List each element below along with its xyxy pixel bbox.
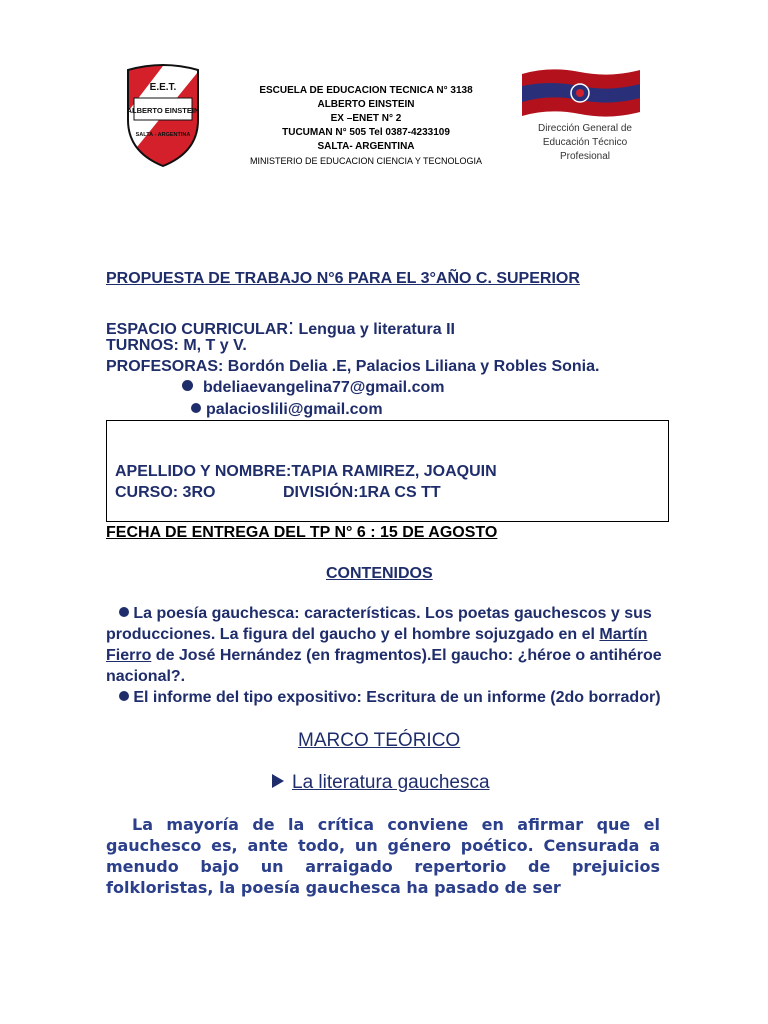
student-course: CURSO: 3RO — [115, 484, 216, 501]
theory-heading: MARCO TEÓRICO — [298, 730, 461, 751]
email-item — [191, 401, 383, 419]
contents-text: La poesía gauchesca: características. Los poetas gauchescos y sus producciones. La figura del gaucho y el hombre sojuzgado en el — [106, 605, 652, 643]
curricular-colon: : — [287, 314, 295, 339]
email-link[interactable]: palacioslili@gmail.com — [206, 401, 383, 418]
contents-item — [106, 687, 662, 708]
flag-icon — [520, 66, 642, 120]
contents-list — [106, 603, 662, 708]
bullet-icon — [191, 403, 201, 413]
shield-icon — [120, 62, 206, 168]
student-name: APELLIDO Y NOMBRE:TAPIA RAMIREZ, JOAQUIN — [115, 463, 497, 480]
directorate-line: Dirección General de — [538, 123, 632, 134]
shifts-line: TURNOS: M, T y V. — [106, 337, 247, 354]
contents-text: El informe del tipo expositivo: Escritura de un informe (2do borrador) — [133, 689, 661, 706]
teachers-line: PROFESORAS: Bordón Delia .E, Palacios Liliana y Robles Sonia. — [106, 358, 600, 375]
contents-item — [106, 603, 662, 687]
section-heading-text: La literatura gauchesca — [292, 772, 490, 793]
arrow-bullet-icon — [272, 774, 284, 788]
directorate-line: Profesional — [559, 151, 611, 162]
directorate-text — [520, 122, 650, 164]
ministry-line: MINISTERIO DE EDUCACION CIENCIA Y TECNOLOGIA — [249, 156, 483, 166]
curricular-label: ESPACIO CURRICULAR — [106, 321, 288, 338]
logo-name-text: ALBERTO EINSTEIN — [126, 106, 200, 115]
school-info-block — [240, 84, 492, 168]
school-line: ESCUELA DE EDUCACION TECNICA N° 3138 — [259, 85, 473, 96]
martin-fierro-link[interactable]: Martín Fierro — [106, 626, 648, 664]
student-division: DIVISIÓN:1RA CS TT — [283, 484, 441, 501]
logo-top-text: E.E.T. — [149, 82, 177, 93]
bullet-icon — [119, 691, 129, 701]
directorate-line: Educación Técnico — [542, 137, 628, 148]
logo-bottom-text: SALTA - ARGENTINA — [135, 132, 191, 138]
school-line: EX –ENET N° 2 — [330, 113, 402, 124]
school-line: SALTA- ARGENTINA — [317, 141, 415, 152]
due-date: FECHA DE ENTREGA DEL TP N° 6 : 15 DE AGOSTO — [106, 524, 498, 541]
school-logo-crest — [120, 62, 206, 168]
bullet-icon — [182, 380, 193, 391]
email-link[interactable]: bdeliaevangelina77@gmail.com — [203, 379, 445, 396]
theory-paragraph — [106, 814, 660, 898]
bullet-icon — [119, 607, 129, 617]
school-line: TUCUMAN N° 505 Tel 0387-4233109 — [282, 127, 450, 138]
section-heading — [272, 772, 490, 794]
school-line: ALBERTO EINSTEIN — [317, 99, 415, 110]
contents-text: de José Hernández (en fragmentos).El gaucho: ¿héroe o antihéroe nacional?. — [106, 647, 662, 685]
theory-text: La mayoría de la crítica conviene en afirmar que el gauchesco es, ante todo, un género poético. Censurada a menudo bajo un arraigado repertorio de prejuicios folkloristas, la poesía gauchesca ha pasado de ser — [106, 815, 660, 897]
email-item — [182, 379, 444, 397]
directorate-flag-logo — [520, 66, 642, 120]
contents-heading: CONTENIDOS — [326, 565, 433, 582]
student-info-box — [106, 420, 669, 522]
curricular-value: Lengua y literatura II — [294, 321, 455, 338]
proposal-title: PROPUESTA DE TRABAJO N°6 PARA EL 3°AÑO C. SUPERIOR — [106, 270, 580, 287]
